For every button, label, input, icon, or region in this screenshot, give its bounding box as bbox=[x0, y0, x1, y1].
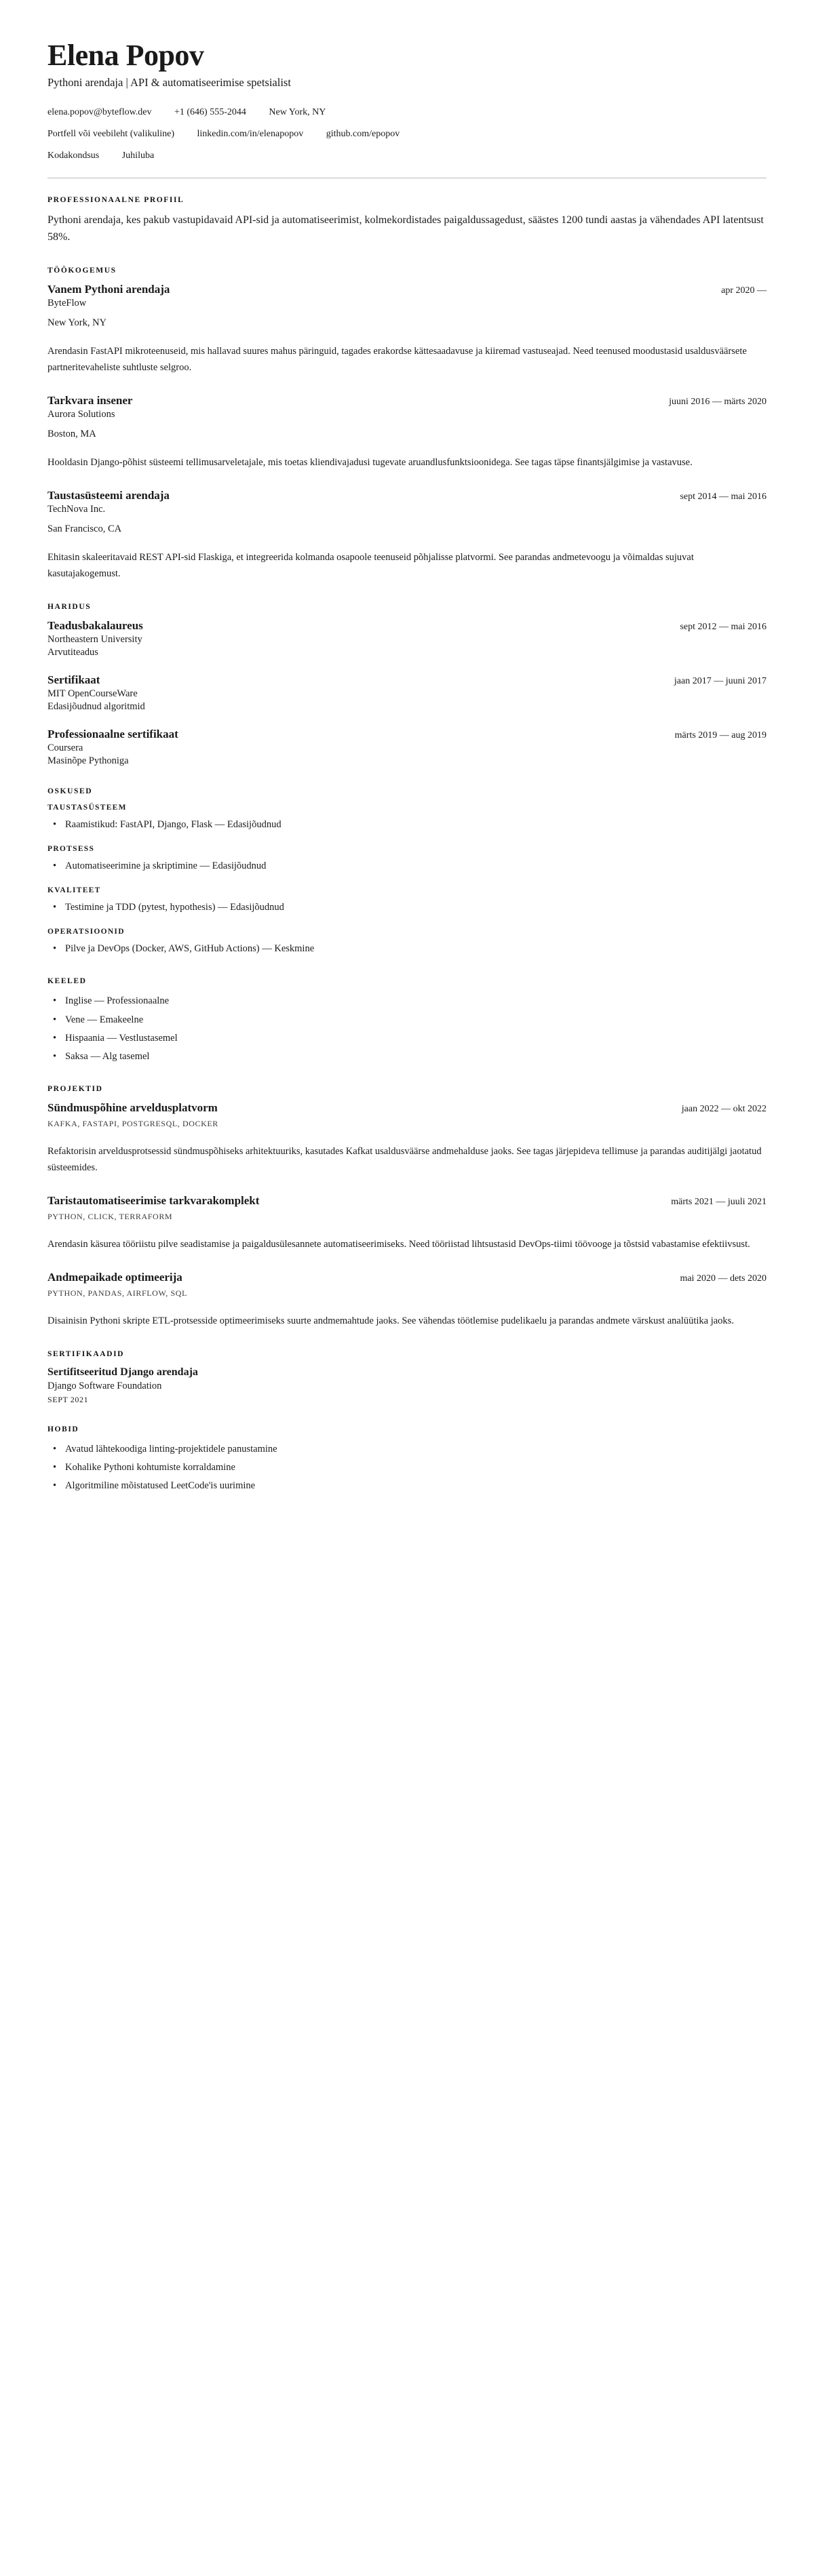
project-entry bbox=[47, 1271, 767, 1330]
profile-summary-text: Pythoni arendaja, kes pakub vastupidavaid API-sid ja automatiseerimist, kolmekordistades paigaldussagedust, säästes 1200 tundi aastas ja vähendades API latentsust 58%. bbox=[47, 214, 764, 243]
job-title: Taustasüsteemi arendaja bbox=[47, 488, 170, 502]
project-tech-tags: PYTHON, CLICK, TERRAFORM bbox=[47, 1211, 173, 1221]
experience-entry-head bbox=[47, 283, 767, 296]
project-description: Arendasin käsurea tööriistu pilve seadistamise ja paigaldusülesannete automatiseerimiseks. Need tööriistad lihtsustasid DevOps-tiimi töövooge ja tõstsid vabastamise efektiivsust. bbox=[47, 1238, 750, 1250]
section-languages bbox=[47, 977, 767, 1065]
section-heading-certificates: SERTIFIKAADID bbox=[47, 1349, 125, 1358]
certificate-date: SEPT 2021 bbox=[47, 1394, 89, 1404]
section-education bbox=[47, 603, 767, 767]
contact-row-primary bbox=[47, 107, 767, 118]
job-title: Tarkvara insener bbox=[47, 393, 133, 407]
skill-list bbox=[47, 858, 767, 874]
skill-group-title: TAUSTASÜSTEEM bbox=[47, 803, 127, 812]
section-experience bbox=[47, 266, 767, 582]
section-skills bbox=[47, 787, 767, 957]
education-entry-head bbox=[47, 673, 767, 687]
linkedin-link[interactable]: linkedin.com/in/elenapopov bbox=[197, 129, 304, 140]
email-text: elena.popov@byteflow.dev bbox=[47, 107, 152, 118]
section-hobbies bbox=[47, 1425, 767, 1494]
school-name: Coursera bbox=[47, 742, 83, 753]
section-projects bbox=[47, 1085, 767, 1330]
skill-group-title: OPERATSIOONID bbox=[47, 928, 125, 936]
phone-text: +1 (646) 555-2044 bbox=[174, 107, 246, 118]
project-dates: mai 2020 — dets 2020 bbox=[680, 1273, 767, 1284]
education-entry-head bbox=[47, 728, 767, 741]
list-item: • Vene — Emakeelne bbox=[47, 1012, 767, 1028]
github-link[interactable]: github.com/epopov bbox=[326, 129, 400, 140]
degree-dates: sept 2012 — mai 2016 bbox=[680, 621, 767, 632]
list-item: • Kohalike Pythoni kohtumiste korraldamine bbox=[47, 1460, 767, 1475]
project-entry-head bbox=[47, 1101, 767, 1115]
project-tech-tags: PYTHON, PANDAS, AIRFLOW, SQL bbox=[47, 1288, 187, 1298]
skill-group-title: PROTSESS bbox=[47, 844, 95, 853]
education-entry bbox=[47, 673, 767, 713]
skill-group bbox=[47, 886, 767, 915]
project-entry-head bbox=[47, 1194, 767, 1208]
location-text: New York, NY bbox=[269, 107, 326, 118]
experience-entry bbox=[47, 283, 767, 376]
section-certificates bbox=[47, 1350, 767, 1405]
project-dates: märts 2021 — juuli 2021 bbox=[671, 1196, 767, 1207]
job-location: New York, NY bbox=[47, 317, 107, 328]
section-heading-experience: TÖÖKOGEMUS bbox=[47, 266, 117, 275]
project-entry-head bbox=[47, 1271, 767, 1284]
project-name: Sündmuspõhine arveldusplatvorm bbox=[47, 1101, 218, 1115]
page-title: Elena Popov bbox=[47, 39, 204, 72]
project-dates: jaan 2022 — okt 2022 bbox=[681, 1104, 767, 1115]
school-name: Northeastern University bbox=[47, 633, 142, 645]
section-heading-projects: PROJEKTID bbox=[47, 1085, 103, 1094]
job-company: Aurora Solutions bbox=[47, 408, 115, 420]
degree-title: Teadusbakalaureus bbox=[47, 618, 143, 632]
degree-title: Sertifikaat bbox=[47, 673, 100, 686]
portfolio-link[interactable]: Portfell või veebileht (valikuline) bbox=[47, 129, 175, 140]
list-item: • Testimine ja TDD (pytest, hypothesis) — Edasijõudnud bbox=[47, 900, 767, 915]
section-heading-skills: OSKUSED bbox=[47, 787, 93, 795]
section-heading-education: HARIDUS bbox=[47, 602, 92, 611]
job-dates: juuni 2016 — märts 2020 bbox=[669, 396, 767, 407]
certificate-issuer: Django Software Foundation bbox=[47, 1380, 162, 1391]
project-name: Taristautomatiseerimise tarkvarakomplekt bbox=[47, 1193, 260, 1207]
section-heading-hobbies: HOBID bbox=[47, 1425, 79, 1433]
project-entry bbox=[47, 1194, 767, 1253]
list-item: • Hispaania — Vestlustasemel bbox=[47, 1031, 767, 1046]
skill-list bbox=[47, 941, 767, 957]
experience-entry-head bbox=[47, 394, 767, 408]
job-title: Vanem Pythoni arendaja bbox=[47, 282, 170, 296]
field-of-study: Masinõpe Pythoniga bbox=[47, 755, 129, 766]
job-description: Hooldasin Django-põhist süsteemi tellimusarveletajale, mis toetas kliendivajadusi tugevate aruandlusfunktsioonidega. See tagas täpse finantsjälgimise ja vastavuse. bbox=[47, 456, 693, 468]
degree-dates: jaan 2017 — juuni 2017 bbox=[674, 675, 767, 686]
degree-title: Professionaalne sertifikaat bbox=[47, 727, 178, 740]
job-company: TechNova Inc. bbox=[47, 503, 106, 515]
list-item: • Saksa — Alg tasemel bbox=[47, 1049, 767, 1065]
certificate-name: Sertifitseeritud Django arendaja bbox=[47, 1366, 198, 1378]
contact-row-links bbox=[47, 129, 767, 140]
job-description: Arendasin FastAPI mikroteenuseid, mis hallavad suures mahus päringuid, tagades erakordse kättesaadavuse ja kiiremad vastuseajad. Need teenused moodustasid usaldusväärsete partneritevaheliste suhtluste selgroo. bbox=[47, 345, 747, 373]
citizenship-text: Kodakondsus bbox=[47, 151, 100, 161]
section-heading-profile: PROFESSIONAALNE PROFIIL bbox=[47, 196, 185, 205]
experience-entry bbox=[47, 394, 767, 471]
list-item: • Pilve ja DevOps (Docker, AWS, GitHub Actions) — Keskmine bbox=[47, 941, 767, 957]
section-heading-languages: KEELED bbox=[47, 977, 87, 986]
degree-dates: märts 2019 — aug 2019 bbox=[674, 730, 767, 740]
skill-group-title: KVALITEET bbox=[47, 886, 101, 894]
job-dates: sept 2014 — mai 2016 bbox=[680, 491, 767, 502]
field-of-study: Edasijõudnud algoritmid bbox=[47, 700, 145, 712]
skill-group bbox=[47, 928, 767, 957]
list-item: • Inglise — Professionaalne bbox=[47, 993, 767, 1009]
project-description: Disainisin Pythoni skripte ETL-protsesside optimeerimiseks suurte andmemahtude jaoks. See vähendas töötlemise pudelikaelu ja parandas andmete värskust analüütika jaoks. bbox=[47, 1315, 734, 1326]
job-location: San Francisco, CA bbox=[47, 523, 122, 534]
skill-list bbox=[47, 900, 767, 915]
project-name: Andmepaikade optimeerija bbox=[47, 1270, 182, 1284]
skill-list bbox=[47, 817, 767, 833]
project-description: Refaktorisin arveldusprotsessid sündmuspõhiseks arhitektuuriks, kasutades Kafkat usaldusväärse andmehalduse jaoks. See tagas järjepideva tellimuse ja parandas auditijälgi jaotatud süsteemides. bbox=[47, 1146, 762, 1174]
section-profile bbox=[47, 196, 767, 246]
education-entry bbox=[47, 619, 767, 658]
project-tech-tags: KAFKA, FASTAPI, POSTGRESQL, DOCKER bbox=[47, 1119, 218, 1129]
list-item: • Automatiseerimine ja skriptimine — Edasijõudnud bbox=[47, 858, 767, 874]
list-item: • Avatud lähtekoodiga linting-projektidele panustamine bbox=[47, 1442, 767, 1457]
drivers-license-text: Juhiluba bbox=[121, 151, 155, 161]
skill-group bbox=[47, 845, 767, 874]
job-description: Ehitasin skaleeritavaid REST API-sid Flaskiga, et integreerida kolmanda osapoole teenuseid põhjalisse platvormi. See parandas andmetevoogu ja võimaldas sujuvat kasutajakogemust. bbox=[47, 551, 694, 579]
language-list bbox=[47, 993, 767, 1065]
list-item: • Algoritmiline mõistatused LeetCode'is uurimine bbox=[47, 1478, 767, 1494]
job-company: ByteFlow bbox=[47, 297, 87, 309]
field-of-study: Arvutiteadus bbox=[47, 646, 98, 658]
experience-entry bbox=[47, 489, 767, 582]
hobby-list bbox=[47, 1442, 767, 1494]
experience-entry-head bbox=[47, 489, 767, 502]
contact-row-extra bbox=[47, 151, 767, 161]
education-entry bbox=[47, 728, 767, 767]
education-entry-head bbox=[47, 619, 767, 633]
list-item: • Raamistikud: FastAPI, Django, Flask — Edasijõudnud bbox=[47, 817, 767, 833]
job-dates: apr 2020 — bbox=[721, 285, 767, 296]
job-location: Boston, MA bbox=[47, 428, 96, 439]
skill-group bbox=[47, 804, 767, 833]
professional-headline: Pythoni arendaja | API & automatiseerimise spetsialist bbox=[47, 76, 291, 90]
project-entry bbox=[47, 1101, 767, 1176]
school-name: MIT OpenCourseWare bbox=[47, 688, 138, 699]
certificate-entry bbox=[47, 1366, 767, 1405]
